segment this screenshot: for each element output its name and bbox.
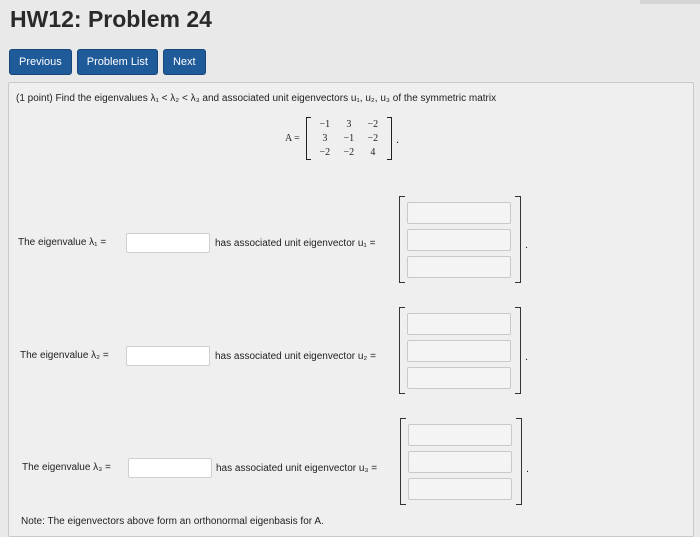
- previous-button[interactable]: Previous: [9, 49, 72, 75]
- eigenvalue-2-label: The eigenvalue λ₂ =: [20, 350, 109, 361]
- matrix-period: .: [395, 131, 400, 146]
- eigenvector-3-component-2[interactable]: [408, 451, 512, 473]
- matrix-cell: −1: [343, 133, 355, 144]
- eigenvector-3-label: has associated unit eigenvector u₃ =: [216, 463, 378, 474]
- next-button[interactable]: Next: [163, 49, 206, 75]
- eigenvalue-1-label: The eigenvalue λ₁ =: [18, 237, 107, 248]
- eigenvector-3: [400, 418, 522, 505]
- eigenvector-2-component-3[interactable]: [407, 367, 511, 389]
- matrix-cell: −2: [367, 133, 379, 144]
- eigenvector-2-label: has associated unit eigenvector u₂ =: [215, 351, 376, 362]
- matrix-cell: −2: [343, 147, 355, 158]
- matrix-cell: −2: [319, 147, 331, 158]
- matrix-a: [285, 117, 399, 160]
- eigenvector-1-label: has associated unit eigenvector u₁ =: [215, 238, 376, 249]
- eigenvector-1-component-1[interactable]: [407, 202, 511, 224]
- matrix-cell: 3: [346, 119, 352, 130]
- problem-list-button[interactable]: Problem List: [77, 49, 158, 75]
- page-title: HW12: Problem 24: [10, 6, 212, 32]
- eigenvector-3-period: .: [526, 463, 530, 475]
- eigenvector-1-component-2[interactable]: [407, 229, 511, 251]
- eigenvector-3-component-1[interactable]: [408, 424, 512, 446]
- matrix-cell: 4: [370, 147, 376, 158]
- problem-navigation: [9, 49, 206, 75]
- eigenvector-1: [399, 196, 521, 283]
- eigenvector-2-period: .: [525, 351, 529, 363]
- eigenvector-2: [399, 307, 521, 394]
- problem-statement: (1 point) Find the eigenvalues λ₁ < λ₂ < λ₃ and associated unit eigenvectors u₁, u₂, u₃ of the symmetric matrix: [16, 93, 497, 104]
- matrix-grid: [306, 117, 392, 160]
- matrix-label: A =: [285, 133, 300, 144]
- eigenvector-1-component-3[interactable]: [407, 256, 511, 278]
- eigenvalue-2-input[interactable]: [126, 346, 210, 366]
- eigenvector-2-component-1[interactable]: [407, 313, 511, 335]
- matrix-cell: 3: [322, 133, 328, 144]
- matrix-cell: −2: [367, 119, 379, 130]
- eigenvalue-1-input[interactable]: [126, 233, 210, 253]
- eigenvalue-3-input[interactable]: [128, 458, 212, 478]
- eigenvalue-3-label: The eigenvalue λ₃ =: [22, 462, 111, 473]
- eigenvector-3-component-3[interactable]: [408, 478, 512, 500]
- matrix-cell: −1: [319, 119, 331, 130]
- browser-tab-edge: [640, 0, 700, 4]
- eigenvector-1-period: .: [525, 239, 529, 251]
- note-text: Note: The eigenvectors above form an orthonormal eigenbasis for A.: [21, 516, 324, 527]
- problem-panel: [8, 82, 694, 537]
- eigenvector-2-component-2[interactable]: [407, 340, 511, 362]
